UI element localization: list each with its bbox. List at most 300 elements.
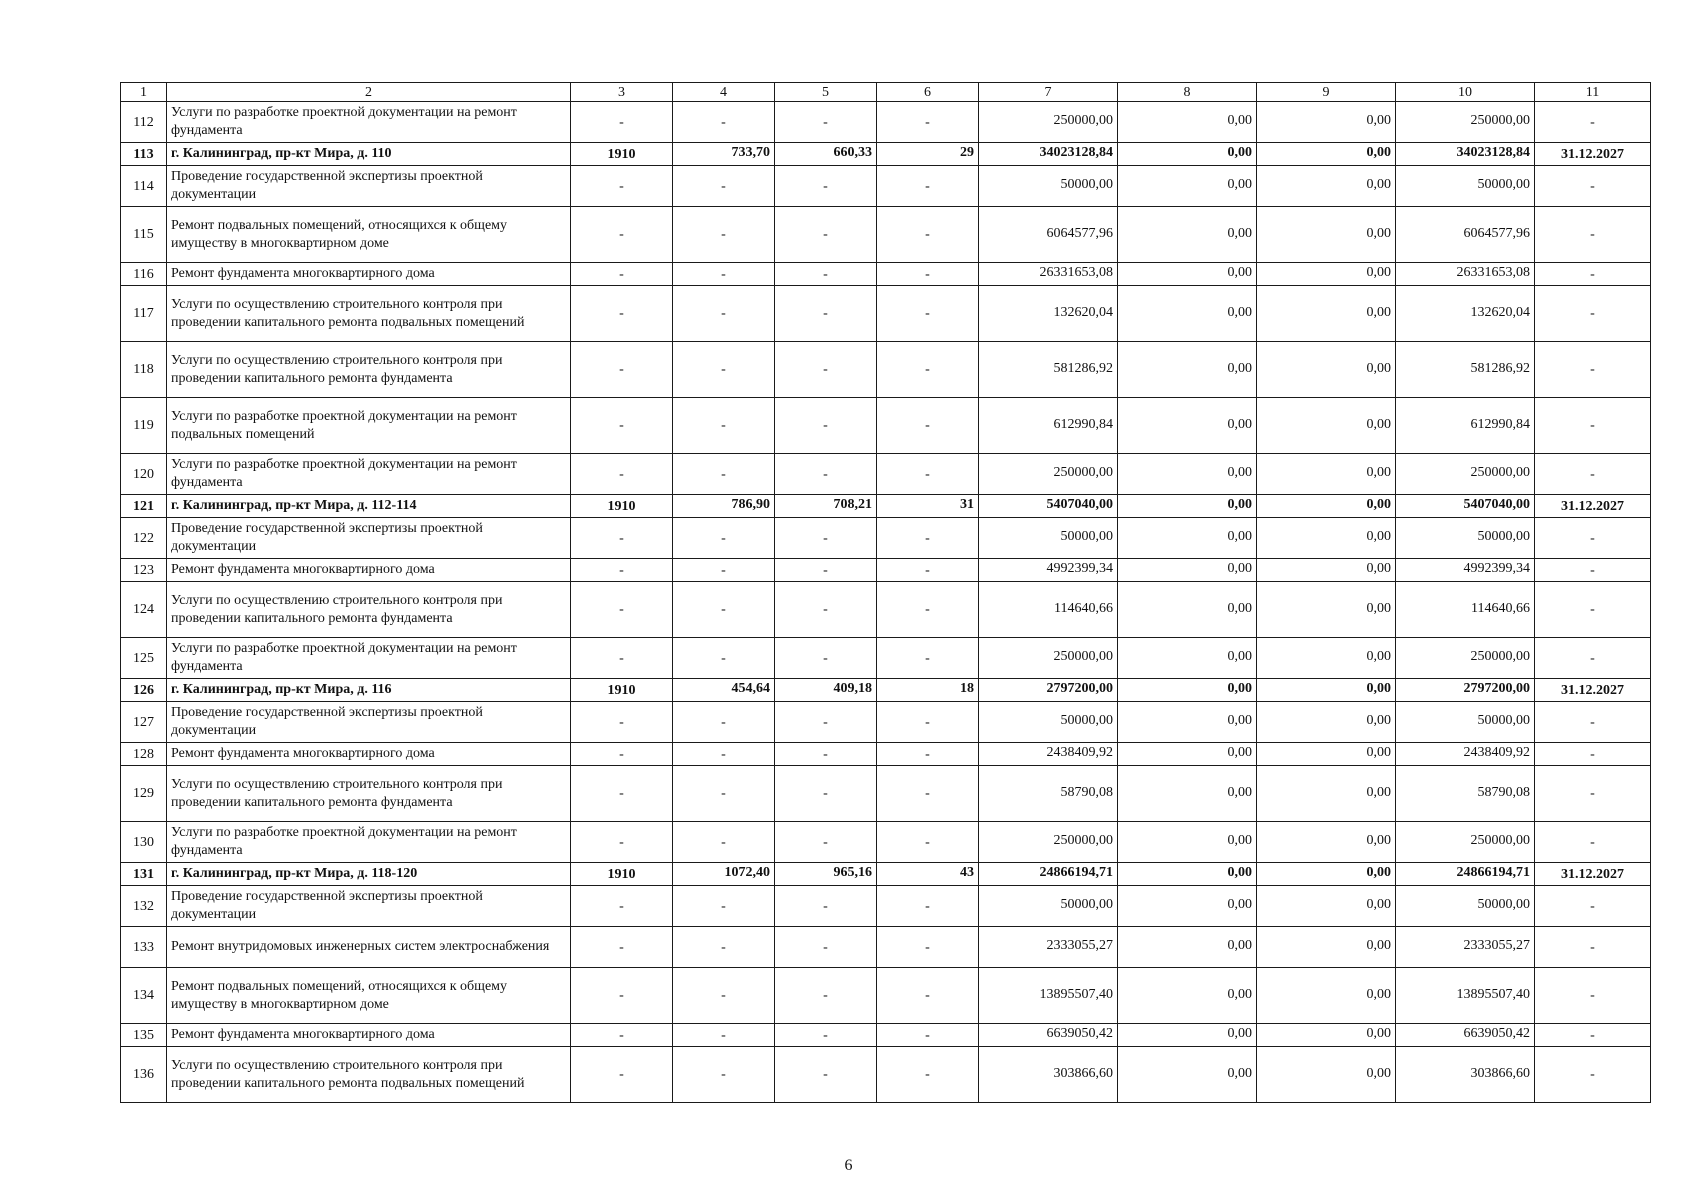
cell-col7: 50000,00 <box>979 166 1118 207</box>
cell-col10: 13895507,40 <box>1396 968 1535 1024</box>
cell-col6: - <box>877 207 979 263</box>
cell-col10: 34023128,84 <box>1396 143 1535 166</box>
table-row <box>121 968 1651 1024</box>
cell-col11: - <box>1535 263 1651 286</box>
table-row <box>121 927 1651 968</box>
cell-col9: 0,00 <box>1257 559 1396 582</box>
cell-col4: - <box>673 559 775 582</box>
cell-col6: - <box>877 582 979 638</box>
cell-col3: - <box>571 518 673 559</box>
work-name: г. Калининград, пр-кт Мира, д. 116 <box>167 679 571 702</box>
cell-col5: - <box>775 927 877 968</box>
cell-col3: - <box>571 207 673 263</box>
cell-col10: 24866194,71 <box>1396 863 1535 886</box>
cell-col10: 581286,92 <box>1396 342 1535 398</box>
cell-col5: - <box>775 743 877 766</box>
cell-col5: 409,18 <box>775 679 877 702</box>
work-name: Услуги по осуществлению строительного контроля при проведении капитального ремонта подвальных помещений <box>167 1047 571 1103</box>
cell-col9: 0,00 <box>1257 495 1396 518</box>
address-row <box>121 143 1651 166</box>
row-number: 129 <box>121 766 167 822</box>
cell-col11: - <box>1535 207 1651 263</box>
cell-col9: 0,00 <box>1257 766 1396 822</box>
cell-col6: - <box>877 968 979 1024</box>
table-row <box>121 518 1651 559</box>
cell-col4: - <box>673 766 775 822</box>
cell-col5: - <box>775 398 877 454</box>
cell-col5: - <box>775 702 877 743</box>
cell-col4: - <box>673 286 775 342</box>
cell-col6: - <box>877 342 979 398</box>
cell-col7: 6639050,42 <box>979 1024 1118 1047</box>
cell-col10: 2333055,27 <box>1396 927 1535 968</box>
cell-col6: - <box>877 398 979 454</box>
cell-col11: 31.12.2027 <box>1535 863 1651 886</box>
work-name: Услуги по разработке проектной документации на ремонт фундамента <box>167 102 571 143</box>
work-name: Услуги по разработке проектной документации на ремонт фундамента <box>167 638 571 679</box>
cell-col11: - <box>1535 454 1651 495</box>
row-number: 128 <box>121 743 167 766</box>
cell-col5: - <box>775 822 877 863</box>
cell-col3: - <box>571 743 673 766</box>
cell-col3: - <box>571 166 673 207</box>
table-row <box>121 702 1651 743</box>
row-number: 132 <box>121 886 167 927</box>
address-row <box>121 495 1651 518</box>
cell-col10: 6639050,42 <box>1396 1024 1535 1047</box>
cell-col5: - <box>775 886 877 927</box>
cell-col7: 581286,92 <box>979 342 1118 398</box>
cell-col4: - <box>673 263 775 286</box>
cell-col8: 0,00 <box>1118 518 1257 559</box>
cell-col8: 0,00 <box>1118 166 1257 207</box>
cell-col10: 250000,00 <box>1396 102 1535 143</box>
cell-col9: 0,00 <box>1257 1024 1396 1047</box>
table-row <box>121 822 1651 863</box>
cell-col8: 0,00 <box>1118 286 1257 342</box>
column-header: 7 <box>979 83 1118 102</box>
work-name: Проведение государственной экспертизы проектной документации <box>167 702 571 743</box>
cell-col6: - <box>877 102 979 143</box>
table-row <box>121 263 1651 286</box>
cell-col6: - <box>877 286 979 342</box>
cell-col5: - <box>775 766 877 822</box>
work-name: г. Калининград, пр-кт Мира, д. 118-120 <box>167 863 571 886</box>
work-name: Ремонт подвальных помещений, относящихся к общему имуществу в многоквартирном доме <box>167 968 571 1024</box>
work-name: Ремонт фундамента многоквартирного дома <box>167 1024 571 1047</box>
cell-col11: - <box>1535 286 1651 342</box>
cell-col9: 0,00 <box>1257 679 1396 702</box>
work-name: Ремонт внутридомовых инженерных систем электроснабжения <box>167 927 571 968</box>
cell-col10: 5407040,00 <box>1396 495 1535 518</box>
row-number: 113 <box>121 143 167 166</box>
cell-col5: - <box>775 1024 877 1047</box>
cell-col11: - <box>1535 927 1651 968</box>
table-row <box>121 398 1651 454</box>
cell-col9: 0,00 <box>1257 863 1396 886</box>
cell-col8: 0,00 <box>1118 702 1257 743</box>
cell-col9: 0,00 <box>1257 638 1396 679</box>
row-number: 112 <box>121 102 167 143</box>
cell-col10: 6064577,96 <box>1396 207 1535 263</box>
cell-col6: 18 <box>877 679 979 702</box>
cell-col7: 58790,08 <box>979 766 1118 822</box>
cell-col6: - <box>877 166 979 207</box>
cell-col6: 43 <box>877 863 979 886</box>
cell-col8: 0,00 <box>1118 886 1257 927</box>
cell-col11: - <box>1535 342 1651 398</box>
cell-col10: 250000,00 <box>1396 822 1535 863</box>
cell-col7: 13895507,40 <box>979 968 1118 1024</box>
cell-col7: 114640,66 <box>979 582 1118 638</box>
cell-col3: - <box>571 559 673 582</box>
cell-col7: 132620,04 <box>979 286 1118 342</box>
table-row <box>121 638 1651 679</box>
cell-col7: 50000,00 <box>979 518 1118 559</box>
cell-col9: 0,00 <box>1257 166 1396 207</box>
cell-col10: 250000,00 <box>1396 638 1535 679</box>
cell-col8: 0,00 <box>1118 927 1257 968</box>
work-name: Ремонт фундамента многоквартирного дома <box>167 263 571 286</box>
cell-col4: - <box>673 886 775 927</box>
cell-col11: - <box>1535 1047 1651 1103</box>
cell-col6: - <box>877 766 979 822</box>
cell-col4: 1072,40 <box>673 863 775 886</box>
cell-col9: 0,00 <box>1257 102 1396 143</box>
cell-col5: - <box>775 166 877 207</box>
cell-col9: 0,00 <box>1257 454 1396 495</box>
cell-col10: 250000,00 <box>1396 454 1535 495</box>
cell-col11: 31.12.2027 <box>1535 495 1651 518</box>
cell-col5: - <box>775 1047 877 1103</box>
cell-col11: - <box>1535 766 1651 822</box>
cell-col8: 0,00 <box>1118 207 1257 263</box>
cell-col10: 114640,66 <box>1396 582 1535 638</box>
work-name: Проведение государственной экспертизы проектной документации <box>167 166 571 207</box>
cell-col5: - <box>775 286 877 342</box>
work-name: Услуги по осуществлению строительного контроля при проведении капитального ремонта фундамента <box>167 342 571 398</box>
table-row <box>121 454 1651 495</box>
cell-col3: 1910 <box>571 863 673 886</box>
cell-col11: 31.12.2027 <box>1535 143 1651 166</box>
row-number: 120 <box>121 454 167 495</box>
cell-col3: 1910 <box>571 495 673 518</box>
work-name: Ремонт подвальных помещений, относящихся к общему имуществу в многоквартирном доме <box>167 207 571 263</box>
cell-col8: 0,00 <box>1118 582 1257 638</box>
cell-col7: 303866,60 <box>979 1047 1118 1103</box>
budget-table <box>120 82 1651 1103</box>
cell-col8: 0,00 <box>1118 638 1257 679</box>
cell-col10: 2438409,92 <box>1396 743 1535 766</box>
cell-col10: 50000,00 <box>1396 702 1535 743</box>
column-header: 11 <box>1535 83 1651 102</box>
row-number: 127 <box>121 702 167 743</box>
cell-col4: - <box>673 822 775 863</box>
row-number: 118 <box>121 342 167 398</box>
cell-col8: 0,00 <box>1118 263 1257 286</box>
row-number: 114 <box>121 166 167 207</box>
table-row <box>121 166 1651 207</box>
cell-col7: 2438409,92 <box>979 743 1118 766</box>
cell-col3: - <box>571 582 673 638</box>
cell-col11: - <box>1535 822 1651 863</box>
row-number: 134 <box>121 968 167 1024</box>
cell-col10: 612990,84 <box>1396 398 1535 454</box>
cell-col9: 0,00 <box>1257 886 1396 927</box>
cell-col6: - <box>877 927 979 968</box>
cell-col4: - <box>673 166 775 207</box>
column-header: 1 <box>121 83 167 102</box>
cell-col10: 26331653,08 <box>1396 263 1535 286</box>
cell-col10: 2797200,00 <box>1396 679 1535 702</box>
cell-col9: 0,00 <box>1257 518 1396 559</box>
cell-col11: - <box>1535 743 1651 766</box>
row-number: 119 <box>121 398 167 454</box>
cell-col8: 0,00 <box>1118 743 1257 766</box>
cell-col9: 0,00 <box>1257 342 1396 398</box>
cell-col8: 0,00 <box>1118 342 1257 398</box>
cell-col11: - <box>1535 166 1651 207</box>
cell-col8: 0,00 <box>1118 398 1257 454</box>
cell-col10: 303866,60 <box>1396 1047 1535 1103</box>
cell-col5: - <box>775 582 877 638</box>
cell-col3: - <box>571 702 673 743</box>
column-header: 10 <box>1396 83 1535 102</box>
cell-col6: - <box>877 638 979 679</box>
cell-col9: 0,00 <box>1257 822 1396 863</box>
cell-col7: 26331653,08 <box>979 263 1118 286</box>
cell-col11: 31.12.2027 <box>1535 679 1651 702</box>
column-header: 2 <box>167 83 571 102</box>
address-row <box>121 863 1651 886</box>
cell-col7: 4992399,34 <box>979 559 1118 582</box>
cell-col10: 132620,04 <box>1396 286 1535 342</box>
cell-col7: 612990,84 <box>979 398 1118 454</box>
work-name: г. Калининград, пр-кт Мира, д. 112-114 <box>167 495 571 518</box>
cell-col9: 0,00 <box>1257 286 1396 342</box>
cell-col3: - <box>571 822 673 863</box>
cell-col6: - <box>877 1047 979 1103</box>
cell-col3: - <box>571 342 673 398</box>
cell-col4: - <box>673 927 775 968</box>
cell-col9: 0,00 <box>1257 143 1396 166</box>
cell-col11: - <box>1535 886 1651 927</box>
cell-col6: - <box>877 263 979 286</box>
cell-col8: 0,00 <box>1118 495 1257 518</box>
cell-col7: 24866194,71 <box>979 863 1118 886</box>
column-header: 6 <box>877 83 979 102</box>
cell-col9: 0,00 <box>1257 968 1396 1024</box>
cell-col3: - <box>571 454 673 495</box>
cell-col6: - <box>877 743 979 766</box>
table-body <box>121 83 1651 1103</box>
cell-col5: 660,33 <box>775 143 877 166</box>
cell-col4: - <box>673 518 775 559</box>
cell-col3: - <box>571 286 673 342</box>
cell-col8: 0,00 <box>1118 1047 1257 1103</box>
cell-col3: - <box>571 927 673 968</box>
cell-col4: 733,70 <box>673 143 775 166</box>
table-row <box>121 582 1651 638</box>
work-name: Услуги по разработке проектной документации на ремонт подвальных помещений <box>167 398 571 454</box>
cell-col3: - <box>571 102 673 143</box>
table-row <box>121 766 1651 822</box>
cell-col11: - <box>1535 702 1651 743</box>
work-name: Проведение государственной экспертизы проектной документации <box>167 518 571 559</box>
cell-col4: - <box>673 342 775 398</box>
row-number: 124 <box>121 582 167 638</box>
cell-col6: - <box>877 886 979 927</box>
cell-col8: 0,00 <box>1118 143 1257 166</box>
table-row <box>121 102 1651 143</box>
cell-col4: 786,90 <box>673 495 775 518</box>
cell-col4: 454,64 <box>673 679 775 702</box>
cell-col8: 0,00 <box>1118 679 1257 702</box>
cell-col4: - <box>673 968 775 1024</box>
column-header: 3 <box>571 83 673 102</box>
cell-col10: 50000,00 <box>1396 886 1535 927</box>
cell-col6: - <box>877 454 979 495</box>
cell-col9: 0,00 <box>1257 582 1396 638</box>
row-number: 123 <box>121 559 167 582</box>
cell-col8: 0,00 <box>1118 766 1257 822</box>
work-name: Услуги по разработке проектной документации на ремонт фундамента <box>167 454 571 495</box>
cell-col11: - <box>1535 582 1651 638</box>
row-number: 116 <box>121 263 167 286</box>
cell-col5: - <box>775 102 877 143</box>
cell-col7: 50000,00 <box>979 702 1118 743</box>
cell-col4: - <box>673 743 775 766</box>
cell-col9: 0,00 <box>1257 1047 1396 1103</box>
cell-col7: 2797200,00 <box>979 679 1118 702</box>
table-row <box>121 559 1651 582</box>
work-name: Услуги по разработке проектной документации на ремонт фундамента <box>167 822 571 863</box>
cell-col5: 708,21 <box>775 495 877 518</box>
cell-col5: - <box>775 968 877 1024</box>
cell-col7: 250000,00 <box>979 638 1118 679</box>
column-header: 5 <box>775 83 877 102</box>
cell-col8: 0,00 <box>1118 559 1257 582</box>
row-number: 136 <box>121 1047 167 1103</box>
work-name: Ремонт фундамента многоквартирного дома <box>167 559 571 582</box>
cell-col7: 34023128,84 <box>979 143 1118 166</box>
row-number: 133 <box>121 927 167 968</box>
cell-col3: - <box>571 263 673 286</box>
cell-col3: 1910 <box>571 143 673 166</box>
work-name: Ремонт фундамента многоквартирного дома <box>167 743 571 766</box>
cell-col5: - <box>775 454 877 495</box>
work-name: Услуги по осуществлению строительного контроля при проведении капитального ремонта фундамента <box>167 766 571 822</box>
cell-col8: 0,00 <box>1118 1024 1257 1047</box>
cell-col6: - <box>877 702 979 743</box>
cell-col5: 965,16 <box>775 863 877 886</box>
cell-col4: - <box>673 1024 775 1047</box>
work-name: Услуги по осуществлению строительного контроля при проведении капитального ремонта подвальных помещений <box>167 286 571 342</box>
cell-col11: - <box>1535 559 1651 582</box>
cell-col4: - <box>673 207 775 263</box>
cell-col4: - <box>673 454 775 495</box>
cell-col10: 50000,00 <box>1396 518 1535 559</box>
cell-col11: - <box>1535 1024 1651 1047</box>
cell-col5: - <box>775 263 877 286</box>
cell-col9: 0,00 <box>1257 743 1396 766</box>
cell-col3: - <box>571 766 673 822</box>
cell-col11: - <box>1535 638 1651 679</box>
cell-col9: 0,00 <box>1257 207 1396 263</box>
cell-col6: - <box>877 822 979 863</box>
cell-col5: - <box>775 638 877 679</box>
cell-col7: 250000,00 <box>979 822 1118 863</box>
cell-col8: 0,00 <box>1118 822 1257 863</box>
cell-col9: 0,00 <box>1257 398 1396 454</box>
row-number: 125 <box>121 638 167 679</box>
table-row <box>121 743 1651 766</box>
cell-col9: 0,00 <box>1257 263 1396 286</box>
cell-col5: - <box>775 518 877 559</box>
table-row <box>121 207 1651 263</box>
row-number: 126 <box>121 679 167 702</box>
table-row <box>121 342 1651 398</box>
work-name: Услуги по осуществлению строительного контроля при проведении капитального ремонта фундамента <box>167 582 571 638</box>
row-number: 135 <box>121 1024 167 1047</box>
cell-col3: 1910 <box>571 679 673 702</box>
cell-col3: - <box>571 1024 673 1047</box>
work-name: г. Калининград, пр-кт Мира, д. 110 <box>167 143 571 166</box>
row-number: 122 <box>121 518 167 559</box>
cell-col4: - <box>673 702 775 743</box>
cell-col10: 50000,00 <box>1396 166 1535 207</box>
cell-col3: - <box>571 968 673 1024</box>
cell-col11: - <box>1535 102 1651 143</box>
cell-col10: 58790,08 <box>1396 766 1535 822</box>
cell-col4: - <box>673 638 775 679</box>
cell-col8: 0,00 <box>1118 968 1257 1024</box>
cell-col4: - <box>673 102 775 143</box>
address-row <box>121 679 1651 702</box>
cell-col8: 0,00 <box>1118 863 1257 886</box>
table-row <box>121 1024 1651 1047</box>
cell-col6: 29 <box>877 143 979 166</box>
cell-col5: - <box>775 342 877 398</box>
cell-col7: 250000,00 <box>979 102 1118 143</box>
cell-col6: - <box>877 1024 979 1047</box>
table-row <box>121 1047 1651 1103</box>
cell-col4: - <box>673 398 775 454</box>
table-row <box>121 886 1651 927</box>
cell-col6: - <box>877 559 979 582</box>
cell-col3: - <box>571 886 673 927</box>
cell-col3: - <box>571 638 673 679</box>
cell-col5: - <box>775 207 877 263</box>
cell-col8: 0,00 <box>1118 102 1257 143</box>
row-number: 121 <box>121 495 167 518</box>
cell-col9: 0,00 <box>1257 927 1396 968</box>
cell-col9: 0,00 <box>1257 702 1396 743</box>
page-number: 6 <box>844 1157 853 1174</box>
cell-col3: - <box>571 1047 673 1103</box>
cell-col7: 5407040,00 <box>979 495 1118 518</box>
cell-col11: - <box>1535 968 1651 1024</box>
cell-col6: 31 <box>877 495 979 518</box>
row-number: 130 <box>121 822 167 863</box>
cell-col11: - <box>1535 398 1651 454</box>
cell-col7: 50000,00 <box>979 886 1118 927</box>
column-header: 4 <box>673 83 775 102</box>
table-header-row <box>121 83 1651 102</box>
work-name: Проведение государственной экспертизы проектной документации <box>167 886 571 927</box>
cell-col8: 0,00 <box>1118 454 1257 495</box>
cell-col11: - <box>1535 518 1651 559</box>
